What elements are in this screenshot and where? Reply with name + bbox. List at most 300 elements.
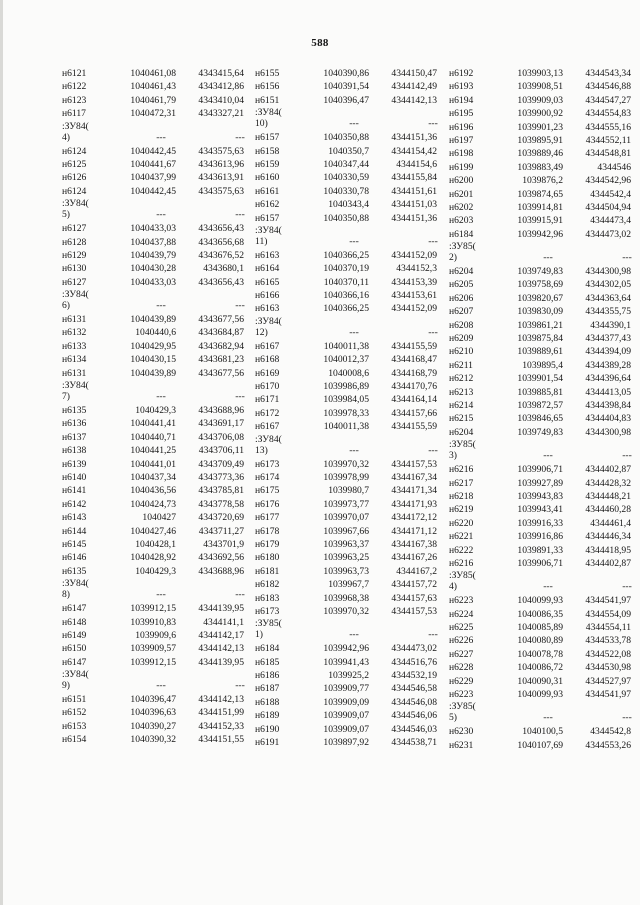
point-id: н6157 <box>255 212 280 224</box>
point-id: н6127 <box>62 276 87 288</box>
point-id: н6153 <box>62 720 87 732</box>
coordinate-row <box>449 161 640 174</box>
point-id: н6208 <box>449 319 474 331</box>
x-coordinate: 1039875,84 <box>517 333 563 345</box>
point-id: н6151 <box>62 694 87 706</box>
empty-value-dash: --- <box>428 629 438 641</box>
x-coordinate: 1040366,16 <box>323 290 369 302</box>
x-coordinate: 1039942,96 <box>323 643 369 655</box>
parcel-label: :ЗУ84( 9) <box>62 669 89 692</box>
y-coordinate: 4344533,78 <box>585 635 631 647</box>
x-coordinate: 1040090,31 <box>517 675 563 687</box>
coordinate-row <box>62 538 274 551</box>
y-coordinate: 4344157,53 <box>391 458 437 470</box>
y-coordinate: 4344546 <box>597 161 631 173</box>
y-coordinate: 4344152,09 <box>391 303 437 315</box>
y-coordinate: 4343688,96 <box>198 565 244 577</box>
point-id: н6168 <box>255 354 280 366</box>
coordinate-row <box>449 319 640 332</box>
x-coordinate: 1039909,07 <box>323 710 369 722</box>
point-id: н6227 <box>449 648 474 660</box>
empty-value-dash: --- <box>235 589 245 601</box>
point-id: н6162 <box>255 199 280 211</box>
point-id: н6185 <box>255 656 280 668</box>
coordinate-row <box>62 367 274 380</box>
x-coordinate: 1040011,38 <box>323 340 369 352</box>
coordinate-row <box>62 249 274 262</box>
empty-value-dash: --- <box>235 391 245 403</box>
x-coordinate: 1040439,79 <box>130 249 176 261</box>
coordinate-row <box>449 477 640 490</box>
y-coordinate: 4344171,12 <box>391 525 437 537</box>
x-coordinate: 1039915,91 <box>517 215 563 227</box>
x-coordinate: 1039910,83 <box>130 616 176 628</box>
coordinate-row <box>62 171 274 184</box>
x-coordinate: 1039963,37 <box>323 538 369 550</box>
parcel-header-row <box>255 618 467 642</box>
y-coordinate: 4344542,4 <box>590 188 631 200</box>
x-coordinate: 1040080,89 <box>517 635 563 647</box>
point-id: н6160 <box>255 172 280 184</box>
parcel-label: :ЗУ84( 4) <box>62 120 89 143</box>
coordinate-row <box>449 739 640 752</box>
y-coordinate: 4344547,27 <box>585 94 631 106</box>
point-id: н6214 <box>449 399 474 411</box>
empty-value-dash: --- <box>543 712 553 724</box>
empty-value-dash: --- <box>349 118 359 130</box>
y-coordinate: 4344504,94 <box>585 201 631 213</box>
y-coordinate: 4343680,1 <box>203 263 244 275</box>
y-coordinate: 4344542,8 <box>590 726 631 738</box>
y-coordinate: 4343684,87 <box>198 327 244 339</box>
y-coordinate: 4344554,11 <box>585 622 631 634</box>
x-coordinate: 1040433,03 <box>130 276 176 288</box>
coordinate-row <box>255 538 467 551</box>
coordinate-row <box>255 185 467 198</box>
y-coordinate: 4344151,36 <box>391 132 437 144</box>
coordinate-row <box>62 340 274 353</box>
coordinate-row <box>449 386 640 399</box>
y-coordinate: 4344546,58 <box>391 683 437 695</box>
y-coordinate: 4343677,56 <box>198 314 244 326</box>
coordinate-row <box>255 393 467 406</box>
coordinate-row <box>62 145 274 158</box>
coordinate-row <box>449 80 640 93</box>
x-coordinate: 1039963,73 <box>323 565 369 577</box>
x-coordinate: 1039897,92 <box>323 737 369 749</box>
point-id: н6121 <box>62 68 87 79</box>
coordinate-row <box>255 80 467 93</box>
y-coordinate: 4343706,08 <box>198 431 244 443</box>
y-coordinate: 4344154,6 <box>396 158 437 170</box>
point-id: н6225 <box>449 622 474 634</box>
coordinate-row <box>255 212 467 225</box>
y-coordinate: 4344396,64 <box>585 373 631 385</box>
point-id: н6139 <box>62 458 87 470</box>
y-coordinate: 4343691,17 <box>198 418 244 430</box>
y-coordinate: 4344151,99 <box>198 707 244 719</box>
point-id: н6154 <box>62 734 87 746</box>
point-id: н6212 <box>449 373 474 385</box>
coordinate-row <box>255 709 467 722</box>
y-coordinate: 4344413,05 <box>585 386 631 398</box>
x-coordinate: 1040472,31 <box>130 108 176 120</box>
x-coordinate: 1040366,25 <box>323 303 369 315</box>
page-number: 588 <box>311 37 329 49</box>
x-coordinate: 1039846,65 <box>517 413 563 425</box>
point-id: н6163 <box>255 303 280 315</box>
point-id: н6178 <box>255 525 280 537</box>
parcel-label: :ЗУ85( 3) <box>449 439 476 462</box>
coordinate-row <box>255 158 467 171</box>
coordinate-row <box>449 278 640 291</box>
coordinate-row <box>449 214 640 227</box>
point-id: н6203 <box>449 215 474 227</box>
coordinate-row <box>449 426 640 439</box>
point-id: н6146 <box>62 552 87 564</box>
y-coordinate: 4344402,87 <box>585 464 631 476</box>
y-coordinate: 4344168,79 <box>391 367 437 379</box>
x-coordinate: 1039906,71 <box>517 464 563 476</box>
x-coordinate: 1039889,61 <box>517 346 563 358</box>
empty-value-dash: --- <box>156 209 166 221</box>
x-coordinate: 1039889,46 <box>517 148 563 160</box>
x-coordinate: 1039830,09 <box>517 306 563 318</box>
x-coordinate: 1039973,77 <box>323 498 369 510</box>
coordinate-row <box>62 222 274 235</box>
point-id: н6222 <box>449 544 474 556</box>
y-coordinate: 4344142,13 <box>198 694 244 706</box>
coordinate-row <box>449 94 640 107</box>
y-coordinate: 4343575,63 <box>198 185 244 197</box>
y-coordinate: 4344167,34 <box>391 471 437 483</box>
y-coordinate: 4344473,4 <box>590 215 631 227</box>
x-coordinate: 1039927,89 <box>517 477 563 489</box>
coordinate-row <box>255 198 467 211</box>
x-coordinate: 1039909,57 <box>130 643 176 655</box>
coordinate-row <box>62 720 274 733</box>
x-coordinate: 1039942,96 <box>517 228 563 240</box>
x-coordinate: 1039941,43 <box>323 656 369 668</box>
y-coordinate: 4344154,42 <box>391 145 437 157</box>
x-coordinate: 1039872,57 <box>517 399 563 411</box>
coordinate-row <box>449 121 640 134</box>
point-id: н6221 <box>449 531 474 543</box>
point-id: н6159 <box>255 158 280 170</box>
point-id: н6137 <box>62 431 87 443</box>
y-coordinate: 4343701,9 <box>203 538 244 550</box>
x-coordinate: 1039916,33 <box>517 517 563 529</box>
point-id: н6144 <box>62 525 87 537</box>
point-id: н6184 <box>449 228 474 240</box>
x-coordinate: 1040429,3 <box>135 565 176 577</box>
y-coordinate: 4343785,81 <box>198 485 244 497</box>
y-coordinate: 4344300,98 <box>585 266 631 278</box>
coordinate-row <box>255 484 467 497</box>
x-coordinate: 1039970,32 <box>323 458 369 470</box>
point-id: н6211 <box>449 359 473 371</box>
x-coordinate: 1039978,99 <box>323 471 369 483</box>
coordinate-row <box>449 412 640 425</box>
coordinate-row <box>62 642 274 655</box>
coordinate-row <box>255 420 467 433</box>
point-id: н6136 <box>62 418 87 430</box>
coordinate-row <box>255 551 467 564</box>
y-coordinate: 4344461,4 <box>590 517 631 529</box>
parcel-header-row <box>255 316 467 340</box>
parcel-header-row <box>449 570 640 594</box>
x-coordinate: 1040012,37 <box>323 354 369 366</box>
coordinate-row <box>62 706 274 719</box>
coordinate-row <box>449 557 640 570</box>
parcel-header-row <box>62 121 274 145</box>
y-coordinate: 4344404,83 <box>585 413 631 425</box>
x-coordinate: 1039970,07 <box>323 512 369 524</box>
point-id: н6138 <box>62 445 87 457</box>
y-coordinate: 4343711,27 <box>198 525 244 537</box>
coordinate-row <box>255 289 467 302</box>
parcel-label: :ЗУ84( 5) <box>62 198 89 221</box>
y-coordinate: 4344153,39 <box>391 276 437 288</box>
x-coordinate: 1040441,25 <box>130 445 176 457</box>
point-id: н6202 <box>449 201 474 213</box>
y-coordinate: 4344141,1 <box>203 616 244 628</box>
x-coordinate: 1039876,2 <box>522 175 563 187</box>
x-coordinate: 1040086,35 <box>517 608 563 620</box>
x-coordinate: 1040442,45 <box>130 185 176 197</box>
point-id: н6188 <box>255 696 280 708</box>
x-coordinate: 1040390,27 <box>130 720 176 732</box>
empty-value-dash: --- <box>349 444 359 456</box>
point-id: н6197 <box>449 134 474 146</box>
y-coordinate: 4344473,02 <box>585 228 631 240</box>
coordinate-row <box>62 551 274 564</box>
x-coordinate: 1039986,89 <box>323 381 369 393</box>
x-coordinate: 1040461,79 <box>130 94 176 106</box>
coordinate-row <box>449 345 640 358</box>
y-coordinate: 4344546,08 <box>391 696 437 708</box>
x-coordinate: 1039914,81 <box>517 201 563 213</box>
parcel-header-row <box>255 107 467 131</box>
coordinate-row <box>449 503 640 516</box>
point-id: н6128 <box>62 236 87 248</box>
coordinate-row <box>255 67 467 80</box>
x-coordinate: 1040086,72 <box>517 662 563 674</box>
x-coordinate: 1039978,33 <box>323 407 369 419</box>
y-coordinate: 4344542,96 <box>585 175 631 187</box>
point-id: н6156 <box>255 81 280 93</box>
coordinate-row <box>62 67 274 80</box>
x-coordinate: 1039980,7 <box>328 485 369 497</box>
x-coordinate: 1039895,4 <box>522 359 563 371</box>
y-coordinate: 4344168,47 <box>391 354 437 366</box>
y-coordinate: 4344172,12 <box>391 512 437 524</box>
y-coordinate: 4344538,71 <box>391 737 437 749</box>
empty-value-dash: --- <box>349 326 359 338</box>
y-coordinate: 4344170,76 <box>391 381 437 393</box>
x-coordinate: 1040011,38 <box>323 421 369 433</box>
y-coordinate: 4344448,21 <box>585 490 631 502</box>
x-coordinate: 1039900,92 <box>517 108 563 120</box>
coordinate-row <box>255 592 467 605</box>
x-coordinate: 1039984,05 <box>323 394 369 406</box>
coordinate-row <box>255 380 467 393</box>
coordinate-row <box>449 292 640 305</box>
coordinate-row <box>62 236 274 249</box>
coordinate-row <box>255 525 467 538</box>
coordinate-row <box>255 145 467 158</box>
x-coordinate: 1039909,03 <box>517 94 563 106</box>
coordinate-row <box>255 605 467 618</box>
y-coordinate: 4344546,88 <box>585 81 631 93</box>
x-coordinate: 1040441,41 <box>130 418 176 430</box>
point-id: н6201 <box>449 188 474 200</box>
y-coordinate: 4344151,55 <box>198 734 244 746</box>
empty-value-dash: --- <box>156 300 166 312</box>
point-id: н6230 <box>449 726 474 738</box>
coordinate-row <box>255 656 467 669</box>
x-coordinate: 1039912,15 <box>130 656 176 668</box>
point-id: н6186 <box>255 670 280 682</box>
point-id: н6216 <box>449 557 474 569</box>
point-id: н6170 <box>255 381 280 393</box>
point-id: н6223 <box>449 689 474 701</box>
coordinate-row <box>449 594 640 607</box>
point-id: н6216 <box>449 464 474 476</box>
x-coordinate: 1040370,11 <box>323 276 369 288</box>
y-coordinate: 4344460,28 <box>585 504 631 516</box>
empty-value-dash: --- <box>543 252 553 264</box>
point-id: н6164 <box>255 263 280 275</box>
point-id: н6124 <box>62 145 87 157</box>
y-coordinate: 4344553,26 <box>585 739 631 751</box>
coordinate-row <box>449 621 640 634</box>
x-coordinate: 1039909,6 <box>135 629 176 641</box>
coordinate-row <box>449 134 640 147</box>
y-coordinate: 4344473,02 <box>391 643 437 655</box>
y-coordinate: 4344167,2 <box>396 565 437 577</box>
x-coordinate: 1039908,51 <box>517 81 563 93</box>
parcel-label: :ЗУ85( 4) <box>449 570 476 593</box>
coordinate-row <box>62 404 274 417</box>
y-coordinate: 4344428,32 <box>585 477 631 489</box>
coordinate-row <box>255 696 467 709</box>
y-coordinate: 4344554,09 <box>585 608 631 620</box>
coordinate-row <box>255 682 467 695</box>
y-coordinate: 4344530,98 <box>585 662 631 674</box>
y-coordinate: 4343656,43 <box>198 223 244 235</box>
parcel-header-row <box>62 669 274 693</box>
x-coordinate: 1040428,92 <box>130 552 176 564</box>
coordinate-row <box>449 201 640 214</box>
y-coordinate: 4344541,97 <box>585 595 631 607</box>
x-coordinate: 1040440,71 <box>130 431 176 443</box>
point-id: н6200 <box>449 175 474 187</box>
empty-value-dash: --- <box>156 391 166 403</box>
x-coordinate: 1039903,13 <box>517 68 563 79</box>
point-id: н6209 <box>449 333 474 345</box>
point-id: н6125 <box>62 158 87 170</box>
empty-value-dash: --- <box>622 712 632 724</box>
coordinate-row <box>255 578 467 591</box>
parcel-label: :ЗУ84( 13) <box>255 433 282 456</box>
point-id: н6161 <box>255 185 280 197</box>
coordinate-row <box>449 359 640 372</box>
empty-value-dash: --- <box>622 252 632 264</box>
coordinate-row <box>449 67 640 80</box>
point-id: н6226 <box>449 635 474 647</box>
x-coordinate: 1040428,1 <box>135 538 176 550</box>
y-coordinate: 4344142,49 <box>391 81 437 93</box>
x-coordinate: 1040442,45 <box>130 145 176 157</box>
coordinate-row <box>62 656 274 669</box>
y-coordinate: 4344167,26 <box>391 552 437 564</box>
x-coordinate: 1040100,5 <box>522 726 563 738</box>
point-id: н6205 <box>449 279 474 291</box>
point-id: н6150 <box>62 643 87 655</box>
coordinate-row <box>255 723 467 736</box>
coordinate-row <box>449 265 640 278</box>
y-coordinate: 4344546,06 <box>391 710 437 722</box>
coordinate-row <box>62 444 274 457</box>
point-id: н6155 <box>255 68 280 79</box>
x-coordinate: 1040429,95 <box>130 340 176 352</box>
point-id: н6140 <box>62 471 87 483</box>
point-id: н6142 <box>62 498 87 510</box>
point-id: н6218 <box>449 490 474 502</box>
parcel-label: :ЗУ84( 12) <box>255 315 282 338</box>
point-id: н6182 <box>255 579 280 591</box>
x-coordinate: 1039970,32 <box>323 605 369 617</box>
point-id: н6152 <box>62 707 87 719</box>
coordinate-row <box>449 107 640 120</box>
coordinate-row <box>255 407 467 420</box>
y-coordinate: 4344152,09 <box>391 249 437 261</box>
coordinate-row <box>449 147 640 160</box>
y-coordinate: 4343706,11 <box>198 445 244 457</box>
y-coordinate: 4344389,28 <box>585 359 631 371</box>
y-coordinate: 4344152,3 <box>396 263 437 275</box>
x-coordinate: 1040390,32 <box>130 734 176 746</box>
y-coordinate: 4344398,84 <box>585 399 631 411</box>
point-id: н6122 <box>62 81 87 93</box>
coordinate-row <box>449 517 640 530</box>
parcel-label: :ЗУ84( 11) <box>255 224 282 247</box>
x-coordinate: 1040099,93 <box>517 689 563 701</box>
point-id: н6163 <box>255 249 280 261</box>
point-id: н6129 <box>62 249 87 261</box>
y-coordinate: 4343720,69 <box>198 512 244 524</box>
x-coordinate: 1039906,71 <box>517 557 563 569</box>
coordinate-row <box>255 262 467 275</box>
empty-value-dash: --- <box>349 235 359 247</box>
y-coordinate: 4344171,34 <box>391 485 437 497</box>
coordinate-row <box>62 484 274 497</box>
point-id: н6198 <box>449 148 474 160</box>
x-coordinate: 1040330,59 <box>323 172 369 184</box>
point-id: н6117 <box>62 108 86 120</box>
empty-value-dash: --- <box>543 581 553 593</box>
point-id: н6135 <box>62 565 87 577</box>
x-coordinate: 1040439,89 <box>130 367 176 379</box>
x-coordinate: 1040390,86 <box>323 68 369 79</box>
coordinate-row <box>62 185 274 198</box>
coordinate-row <box>255 471 467 484</box>
parcel-header-row <box>255 434 467 458</box>
coordinate-row <box>255 340 467 353</box>
y-coordinate: 4344167,38 <box>391 538 437 550</box>
coordinate-row <box>449 174 640 187</box>
